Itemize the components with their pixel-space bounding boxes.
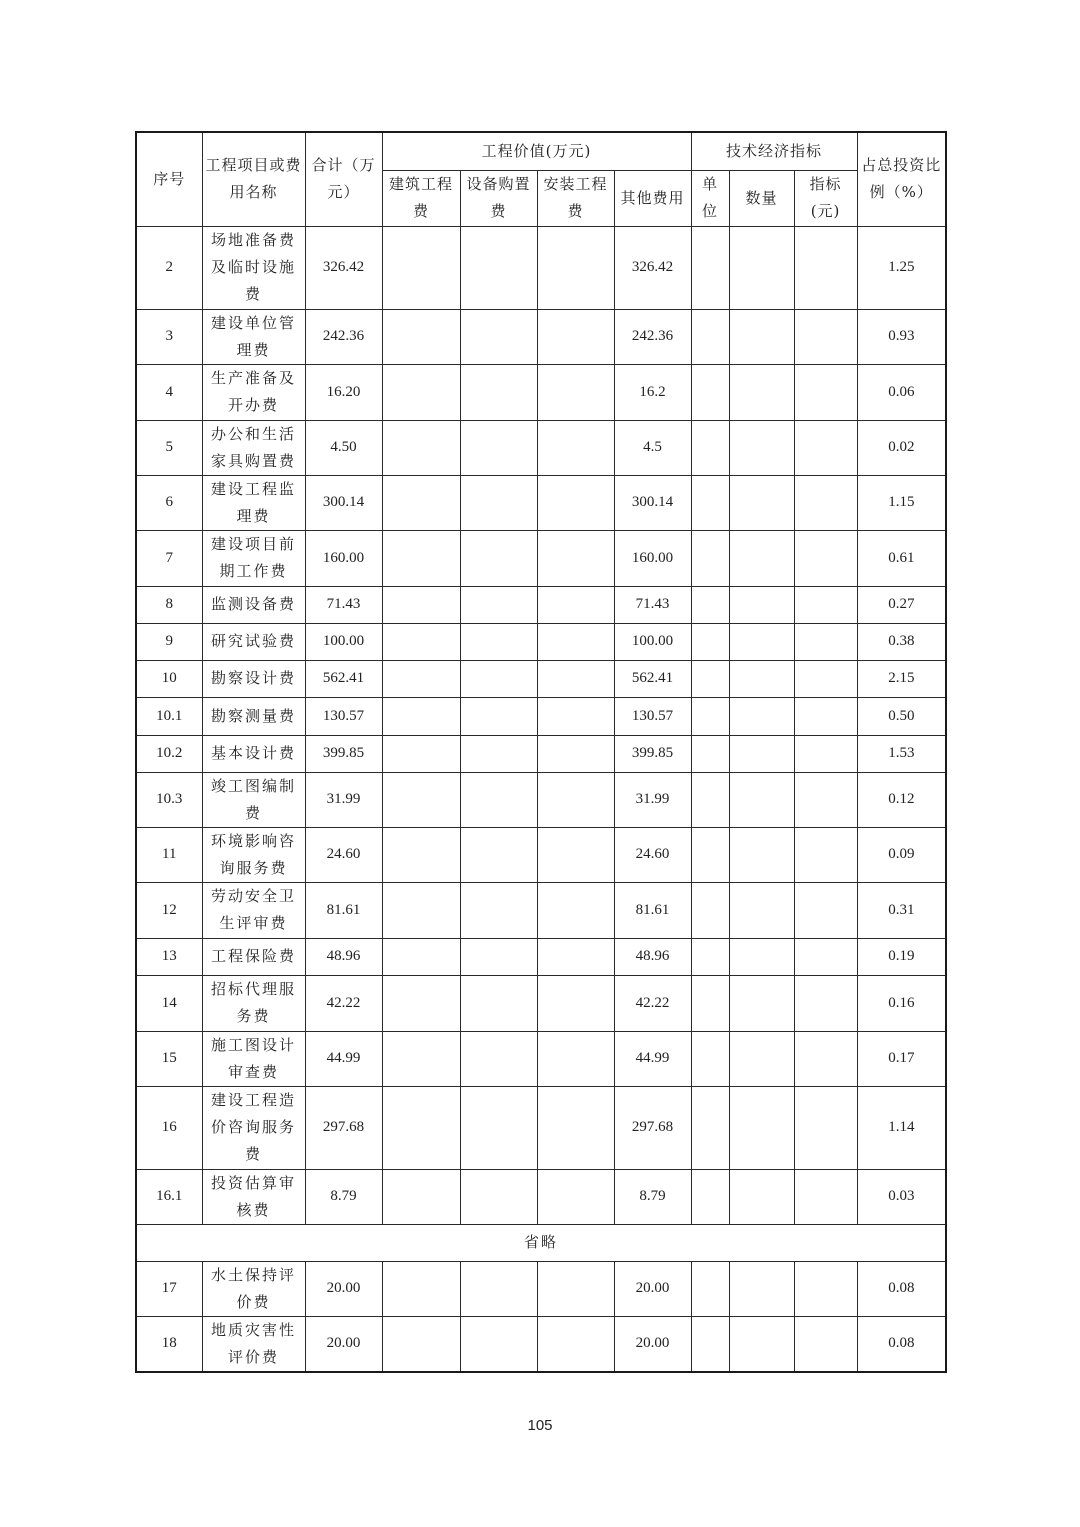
header-install: 安装工程费	[537, 170, 614, 226]
row-unit	[691, 697, 729, 735]
row-index	[794, 420, 857, 475]
row-equip	[460, 309, 537, 364]
row-other: 130.57	[614, 697, 691, 735]
row-index	[794, 772, 857, 827]
row-unit	[691, 660, 729, 697]
row-build	[382, 420, 460, 475]
row-name: 环境影响咨询服务费	[202, 827, 305, 882]
row-total: 300.14	[305, 475, 382, 530]
row-name: 监测设备费	[202, 586, 305, 623]
header-qty: 数量	[729, 170, 794, 226]
row-qty	[729, 882, 794, 938]
row-unit	[691, 364, 729, 420]
row-equip	[460, 975, 537, 1031]
row-index	[794, 660, 857, 697]
row-install	[537, 309, 614, 364]
row-other: 81.61	[614, 882, 691, 938]
row-index	[794, 975, 857, 1031]
row-seq: 17	[136, 1261, 202, 1316]
row-qty	[729, 586, 794, 623]
row-seq: 13	[136, 938, 202, 975]
row-equip	[460, 697, 537, 735]
row-unit	[691, 882, 729, 938]
row-total: 20.00	[305, 1316, 382, 1372]
table-row	[136, 623, 946, 660]
row-build	[382, 530, 460, 586]
omitted-section	[136, 1224, 946, 1261]
row-seq: 8	[136, 586, 202, 623]
row-other: 242.36	[614, 309, 691, 364]
table-row	[136, 475, 946, 530]
row-build	[382, 882, 460, 938]
row-unit	[691, 226, 729, 309]
row-ratio: 1.14	[857, 1086, 946, 1169]
row-index	[794, 364, 857, 420]
row-name: 建设单位管理费	[202, 309, 305, 364]
header-build: 建筑工程费	[382, 170, 460, 226]
row-name: 办公和生活家具购置费	[202, 420, 305, 475]
row-other: 297.68	[614, 1086, 691, 1169]
row-equip	[460, 226, 537, 309]
row-qty	[729, 1261, 794, 1316]
row-name: 建设工程造价咨询服务费	[202, 1086, 305, 1169]
row-qty	[729, 364, 794, 420]
row-seq: 16	[136, 1086, 202, 1169]
row-seq: 18	[136, 1316, 202, 1372]
row-name: 投资估算审核费	[202, 1169, 305, 1224]
row-index	[794, 697, 857, 735]
row-other: 300.14	[614, 475, 691, 530]
row-qty	[729, 623, 794, 660]
row-name: 研究试验费	[202, 623, 305, 660]
row-build	[382, 1031, 460, 1086]
row-total: 562.41	[305, 660, 382, 697]
row-install	[537, 1169, 614, 1224]
header-equip: 设备购置费	[460, 170, 537, 226]
row-index	[794, 586, 857, 623]
row-qty	[729, 420, 794, 475]
row-index	[794, 938, 857, 975]
row-ratio: 0.38	[857, 623, 946, 660]
row-qty	[729, 226, 794, 309]
row-qty	[729, 1316, 794, 1372]
row-seq: 9	[136, 623, 202, 660]
row-equip	[460, 530, 537, 586]
row-total: 20.00	[305, 1261, 382, 1316]
row-ratio: 1.25	[857, 226, 946, 309]
row-qty	[729, 1031, 794, 1086]
table-row	[136, 660, 946, 697]
row-name: 场地准备费及临时设施费	[202, 226, 305, 309]
row-seq: 10.1	[136, 697, 202, 735]
row-install	[537, 827, 614, 882]
row-other: 31.99	[614, 772, 691, 827]
row-index	[794, 827, 857, 882]
header-total: 合计（万元）	[305, 132, 382, 226]
row-unit	[691, 1316, 729, 1372]
row-unit	[691, 309, 729, 364]
row-qty	[729, 827, 794, 882]
row-total: 242.36	[305, 309, 382, 364]
row-index	[794, 1261, 857, 1316]
table-row	[136, 420, 946, 475]
row-ratio: 0.06	[857, 364, 946, 420]
table-row	[136, 938, 946, 975]
row-index	[794, 735, 857, 772]
row-index	[794, 530, 857, 586]
row-build	[382, 938, 460, 975]
row-install	[537, 623, 614, 660]
row-build	[382, 1169, 460, 1224]
row-unit	[691, 938, 729, 975]
row-install	[537, 882, 614, 938]
row-seq: 5	[136, 420, 202, 475]
table-row	[136, 530, 946, 586]
table-header	[136, 132, 946, 226]
row-equip	[460, 660, 537, 697]
row-other: 4.5	[614, 420, 691, 475]
header-unit: 单位	[691, 170, 729, 226]
row-ratio: 0.50	[857, 697, 946, 735]
row-ratio: 0.61	[857, 530, 946, 586]
row-install	[537, 660, 614, 697]
row-equip	[460, 1086, 537, 1169]
row-other: 160.00	[614, 530, 691, 586]
table-row	[136, 975, 946, 1031]
row-unit	[691, 586, 729, 623]
row-build	[382, 735, 460, 772]
row-total: 81.61	[305, 882, 382, 938]
row-other: 562.41	[614, 660, 691, 697]
table-row	[136, 882, 946, 938]
cost-estimate-table	[135, 131, 947, 1373]
header-index: 指标(元)	[794, 170, 857, 226]
row-index	[794, 475, 857, 530]
row-other: 20.00	[614, 1316, 691, 1372]
row-install	[537, 735, 614, 772]
row-build	[382, 772, 460, 827]
row-other: 24.60	[614, 827, 691, 882]
row-build	[382, 697, 460, 735]
row-install	[537, 975, 614, 1031]
row-install	[537, 1261, 614, 1316]
row-build	[382, 586, 460, 623]
row-other: 16.2	[614, 364, 691, 420]
row-build	[382, 1261, 460, 1316]
row-ratio: 0.08	[857, 1261, 946, 1316]
row-total: 130.57	[305, 697, 382, 735]
row-build	[382, 827, 460, 882]
row-total: 100.00	[305, 623, 382, 660]
row-equip	[460, 938, 537, 975]
row-name: 劳动安全卫生评审费	[202, 882, 305, 938]
row-ratio: 0.27	[857, 586, 946, 623]
header-seq: 序号	[136, 132, 202, 226]
row-ratio: 0.17	[857, 1031, 946, 1086]
row-ratio: 1.53	[857, 735, 946, 772]
row-name: 勘察测量费	[202, 697, 305, 735]
row-total: 8.79	[305, 1169, 382, 1224]
header-name: 工程项目或费用名称	[202, 132, 305, 226]
row-total: 48.96	[305, 938, 382, 975]
row-unit	[691, 530, 729, 586]
row-ratio: 0.02	[857, 420, 946, 475]
table-row	[136, 1169, 946, 1224]
table-row	[136, 1086, 946, 1169]
row-name: 生产准备及开办费	[202, 364, 305, 420]
row-install	[537, 475, 614, 530]
table-row	[136, 1261, 946, 1316]
row-other: 48.96	[614, 938, 691, 975]
row-equip	[460, 827, 537, 882]
row-unit	[691, 735, 729, 772]
row-equip	[460, 735, 537, 772]
row-install	[537, 1316, 614, 1372]
row-other: 71.43	[614, 586, 691, 623]
row-total: 71.43	[305, 586, 382, 623]
row-total: 44.99	[305, 1031, 382, 1086]
row-qty	[729, 938, 794, 975]
table-row	[136, 772, 946, 827]
row-equip	[460, 1316, 537, 1372]
row-name: 施工图设计审查费	[202, 1031, 305, 1086]
row-seq: 3	[136, 309, 202, 364]
row-install	[537, 1086, 614, 1169]
row-qty	[729, 660, 794, 697]
row-seq: 10.2	[136, 735, 202, 772]
row-index	[794, 882, 857, 938]
row-seq: 7	[136, 530, 202, 586]
row-qty	[729, 735, 794, 772]
row-index	[794, 1031, 857, 1086]
row-other: 20.00	[614, 1261, 691, 1316]
row-seq: 11	[136, 827, 202, 882]
row-install	[537, 420, 614, 475]
row-ratio: 2.15	[857, 660, 946, 697]
row-qty	[729, 697, 794, 735]
row-ratio: 0.19	[857, 938, 946, 975]
row-qty	[729, 309, 794, 364]
row-ratio: 0.31	[857, 882, 946, 938]
row-other: 8.79	[614, 1169, 691, 1224]
row-seq: 4	[136, 364, 202, 420]
row-ratio: 0.12	[857, 772, 946, 827]
omitted-row: 省略	[136, 1224, 946, 1261]
row-seq: 14	[136, 975, 202, 1031]
row-index	[794, 1316, 857, 1372]
row-install	[537, 530, 614, 586]
row-index	[794, 1086, 857, 1169]
row-total: 399.85	[305, 735, 382, 772]
row-equip	[460, 623, 537, 660]
row-other: 42.22	[614, 975, 691, 1031]
row-build	[382, 660, 460, 697]
row-total: 160.00	[305, 530, 382, 586]
table-body-after	[136, 1261, 946, 1372]
row-build	[382, 475, 460, 530]
row-qty	[729, 772, 794, 827]
row-seq: 12	[136, 882, 202, 938]
table-body	[136, 226, 946, 1224]
row-name: 竣工图编制费	[202, 772, 305, 827]
table-row	[136, 309, 946, 364]
row-install	[537, 586, 614, 623]
row-index	[794, 1169, 857, 1224]
row-unit	[691, 772, 729, 827]
row-qty	[729, 530, 794, 586]
row-build	[382, 623, 460, 660]
row-unit	[691, 1086, 729, 1169]
row-equip	[460, 475, 537, 530]
row-index	[794, 623, 857, 660]
row-equip	[460, 420, 537, 475]
row-name: 建设工程监理费	[202, 475, 305, 530]
row-equip	[460, 1031, 537, 1086]
row-seq: 15	[136, 1031, 202, 1086]
row-seq: 10	[136, 660, 202, 697]
row-install	[537, 1031, 614, 1086]
row-install	[537, 697, 614, 735]
table-row	[136, 586, 946, 623]
row-build	[382, 975, 460, 1031]
row-unit	[691, 827, 729, 882]
row-qty	[729, 1169, 794, 1224]
row-equip	[460, 364, 537, 420]
row-ratio: 0.93	[857, 309, 946, 364]
table-row	[136, 1031, 946, 1086]
header-other: 其他费用	[614, 170, 691, 226]
row-name: 建设项目前期工作费	[202, 530, 305, 586]
row-install	[537, 772, 614, 827]
row-total: 4.50	[305, 420, 382, 475]
row-name: 工程保险费	[202, 938, 305, 975]
row-equip	[460, 1169, 537, 1224]
row-seq: 2	[136, 226, 202, 309]
row-install	[537, 938, 614, 975]
row-total: 42.22	[305, 975, 382, 1031]
row-index	[794, 226, 857, 309]
row-build	[382, 1316, 460, 1372]
row-seq: 6	[136, 475, 202, 530]
header-value-group: 工程价值(万元)	[382, 132, 691, 170]
row-install	[537, 364, 614, 420]
row-other: 326.42	[614, 226, 691, 309]
row-total: 31.99	[305, 772, 382, 827]
row-install	[537, 226, 614, 309]
row-unit	[691, 420, 729, 475]
page-number: 105	[527, 1417, 553, 1434]
row-build	[382, 1086, 460, 1169]
row-name: 基本设计费	[202, 735, 305, 772]
row-total: 16.20	[305, 364, 382, 420]
header-tech-group: 技术经济指标	[691, 132, 857, 170]
table-row	[136, 735, 946, 772]
table-row	[136, 364, 946, 420]
row-unit	[691, 475, 729, 530]
row-other: 399.85	[614, 735, 691, 772]
row-unit	[691, 1169, 729, 1224]
row-other: 44.99	[614, 1031, 691, 1086]
row-qty	[729, 1086, 794, 1169]
row-equip	[460, 586, 537, 623]
row-unit	[691, 1031, 729, 1086]
table-row	[136, 1316, 946, 1372]
row-equip	[460, 772, 537, 827]
row-seq: 16.1	[136, 1169, 202, 1224]
row-seq: 10.3	[136, 772, 202, 827]
row-name: 勘察设计费	[202, 660, 305, 697]
row-unit	[691, 1261, 729, 1316]
row-name: 招标代理服务费	[202, 975, 305, 1031]
row-unit	[691, 623, 729, 660]
row-other: 100.00	[614, 623, 691, 660]
row-build	[382, 364, 460, 420]
table-row	[136, 226, 946, 309]
row-equip	[460, 882, 537, 938]
row-ratio: 0.03	[857, 1169, 946, 1224]
row-name: 水土保持评价费	[202, 1261, 305, 1316]
row-ratio: 0.08	[857, 1316, 946, 1372]
header-ratio: 占总投资比例（%）	[857, 132, 946, 226]
row-total: 326.42	[305, 226, 382, 309]
row-total: 24.60	[305, 827, 382, 882]
row-ratio: 1.15	[857, 475, 946, 530]
row-index	[794, 309, 857, 364]
row-qty	[729, 475, 794, 530]
row-build	[382, 309, 460, 364]
row-equip	[460, 1261, 537, 1316]
row-ratio: 0.16	[857, 975, 946, 1031]
row-name: 地质灾害性评价费	[202, 1316, 305, 1372]
row-total: 297.68	[305, 1086, 382, 1169]
row-build	[382, 226, 460, 309]
row-unit	[691, 975, 729, 1031]
table-row	[136, 827, 946, 882]
row-qty	[729, 975, 794, 1031]
table-row	[136, 697, 946, 735]
row-ratio: 0.09	[857, 827, 946, 882]
